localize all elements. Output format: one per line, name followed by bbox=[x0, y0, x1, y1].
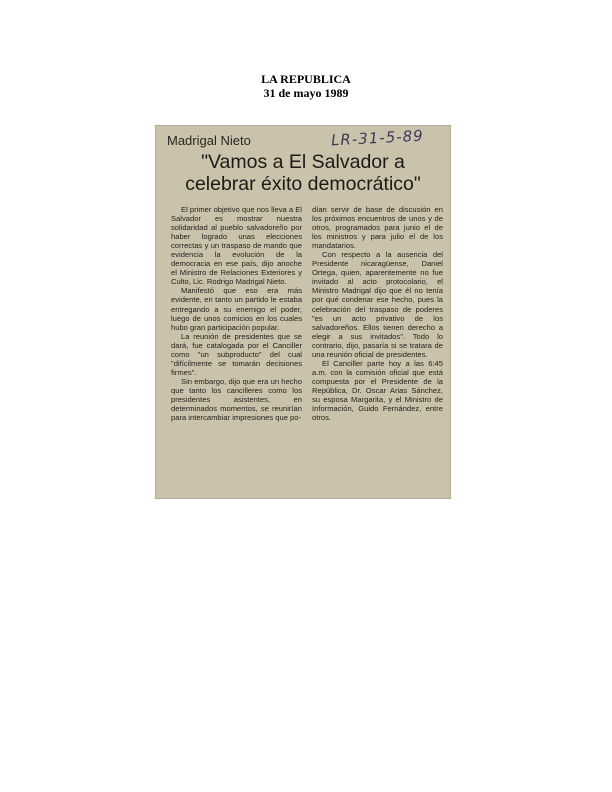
headline-line-1: "Vamos a El Salvador a bbox=[201, 151, 405, 173]
article-body bbox=[171, 205, 443, 495]
headline-line-2: celebrar éxito democrático" bbox=[185, 173, 421, 195]
headline bbox=[155, 151, 451, 195]
paragraph: El Canciller parte hoy a las 6:45 a.m. con la comisión oficial que está compuesta por el Presidente de la República, Dr. Oscar Arias Sánchez, su esposa Margarita, y el Ministro de Información, Guido Fernández, entre otros. bbox=[312, 358, 443, 423]
byline: Madrigal Nieto bbox=[167, 133, 251, 148]
document-header bbox=[0, 72, 612, 100]
handwritten-date-note: LR-31-5-89 bbox=[330, 126, 425, 150]
article-column-right bbox=[312, 205, 443, 422]
paragraph: dían servir de base de discusión en los próximos encuentros de unos y de otros, programados para junio el de los ministros y para julio el de los mandatarios. bbox=[312, 205, 443, 251]
newspaper-clipping bbox=[155, 125, 451, 499]
paragraph: El primer objetivo que nos lleva a El Salvador es mostrar nuestra solidaridad al pueblo salvadoreño por haber logrado unas elecciones correctas y un traspaso de mando que evidencia la evolución de la democracia en ese país, dijo anoche el Ministro de Relaciones Exteriores y Culto, Lic. Rodrigo Madrigal Nieto. bbox=[171, 205, 302, 287]
paragraph: Con respecto a la ausencia del Presidente nicaragüense, Daniel Ortega, quien, aparentemente no fue invitado al acto protocolario, el Ministro Madrigal dijo que él no tenía por qué condenar ese hecho, pues la celebración del traspaso de poderes "es un acto privativo de los salvadoreños. Ellos tienen derecho a elegir a sus invitados". Todo lo contrario, dijo, pasaría si se tratara de una reunión oficial de presidentes. bbox=[312, 250, 443, 359]
article-column-left bbox=[171, 205, 302, 422]
publication-date: 31 de mayo 1989 bbox=[263, 86, 349, 100]
paragraph: Sin embargo, dijo que era un hecho que tanto los cancilleres como los presidentes asistentes, en determinados momentos, se reunirían para intercambiar impresiones que po- bbox=[171, 376, 302, 423]
paragraph: La reunión de presidentes que se dará, fue catalogada por el Canciller como "un subproducto" del cual "difícilmente se tomarán decisiones firmes". bbox=[171, 331, 302, 377]
paragraph: Manifestó que eso era más evidente, en tanto un partido le estaba entregando a su enemigo el poder, luego de unos comicios en los cuales hubo gran participación popular. bbox=[171, 286, 302, 332]
publication-name: LA REPUBLICA bbox=[261, 72, 351, 86]
